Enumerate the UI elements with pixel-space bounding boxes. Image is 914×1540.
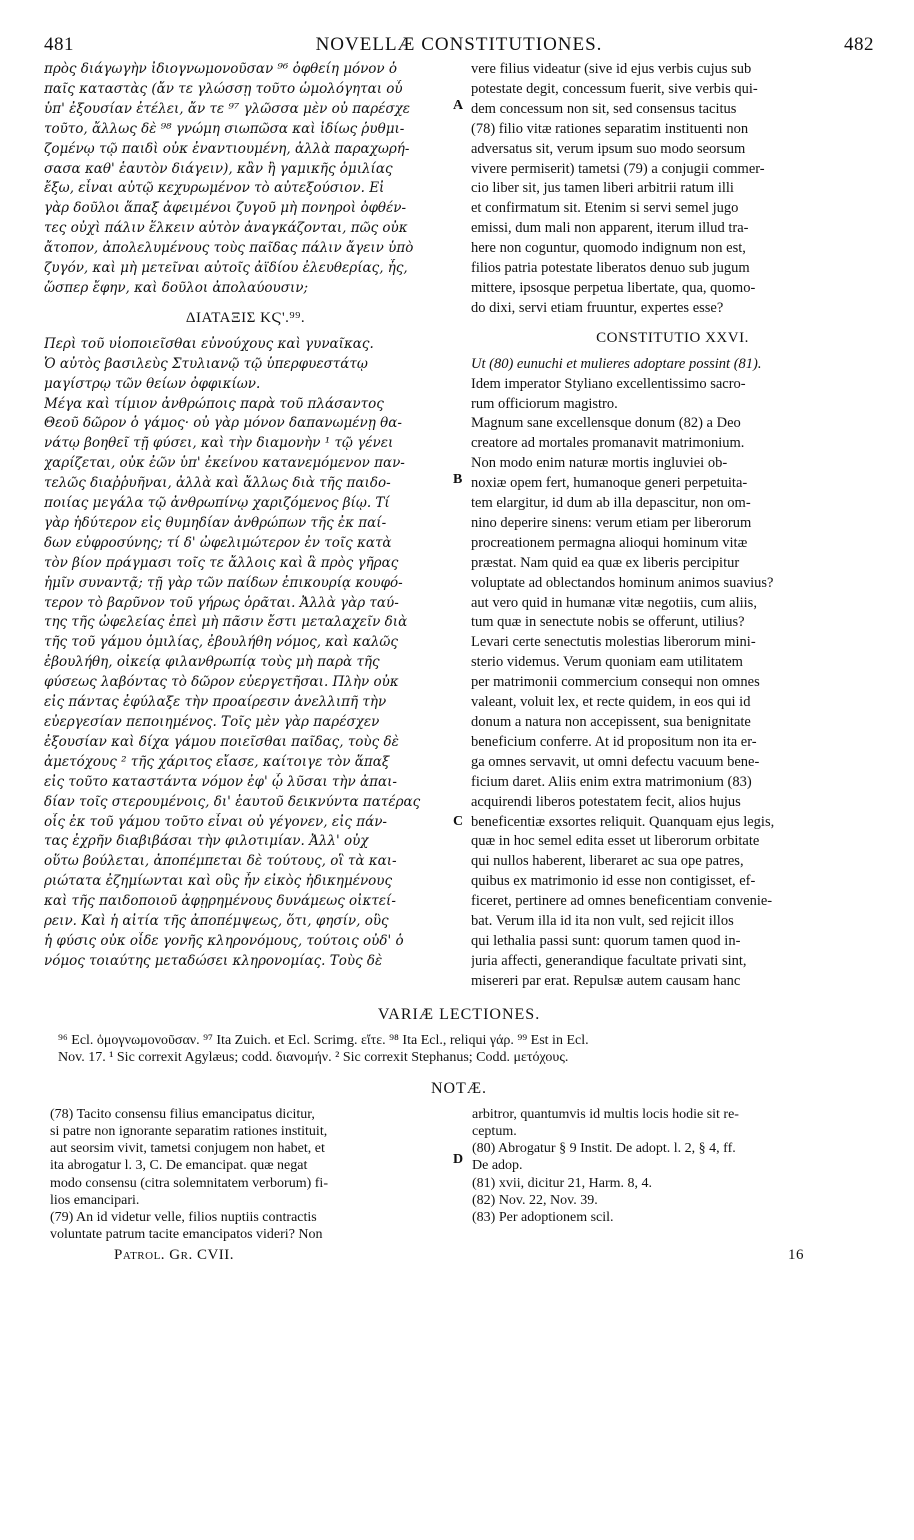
text-line: cio liber sit, jus tamen liberi arbitrii ratum illi [471,180,734,197]
notes-right-column [472,1106,868,1244]
text-line: φύσεως λαβόντας τὸ δῶρον εὐεργετῆσαι. Πλὴν οὐκ [44,674,399,691]
note-line: (83) Per adoptionem scil. [472,1209,614,1225]
page-footer [44,1247,874,1264]
text-line: ga omnes servavit, ut omni defectu vacuum bene- [471,753,760,770]
text-line: dem concessum non sit, sed consensus tacitus [471,100,737,117]
text-line: beneficentiæ exsortes reliquit. Quanquam ejus legis, [471,813,775,830]
text-line: aut vero quid in humanæ vitæ negotiis, cum aliis, [471,594,757,611]
text-line: τας ἐχρῆν διαβιβάσαι τὴν φιλοτιμίαν. Ἀλλ' οὐχ [44,833,369,850]
page-number-right: 482 [844,34,874,55]
text-line: ἔξω, εἶναι αὐτῷ κεχυρωμένον τὸ αὐτεξούσιον. Εἰ [44,180,385,197]
latin-address [471,375,874,415]
text-line: emissi, dum mali non apparent, iterum illud tra- [471,220,749,237]
text-line: ficeret, pertinere ad omnes beneficentiam convenie- [471,893,773,910]
text-line: πρὸς διάγωγὴν ἰδιογνωμονοῦσαν ⁹⁶ ὀφθείη μόνον ὁ [44,61,398,77]
text-line: quæ in hoc semel edita esset ut liberorum orbitate [471,833,760,850]
address-line: rum officiorum magistro. [471,395,618,412]
text-line: νόμος τοιαύτης μεταδώσει κληρονομίας. Τοὺς δὲ [44,952,383,969]
notes [44,1106,874,1244]
text-line: creatore ad mortales promanavit matrimonium. [471,435,745,452]
greek-column [44,60,447,992]
text-line: ρειν. Καὶ ἡ αἰτία τῆς ἀποπέμψεως, ὅτι, φησίν, οὓς [44,913,389,930]
text-line: οὕτω βούλεται, ἀποπέμπεται δὲ τούτους, οἳ τὰ και- [44,853,397,870]
note-line: (81) xvii, dicitur 21, Harm. 8, 4. [472,1175,653,1191]
note-line: ita abrogatur l. 3, C. De emancipat. quæ negat [50,1158,308,1174]
margin-letter-d: D [453,1152,464,1167]
note-line: (79) An id videtur velle, filios nuptiis contractis [50,1209,317,1225]
text-line: δων εὐφροσύνης; τί δ' ὠφελιμώτερον ἐν τοῖς κατὰ [44,534,392,551]
text-line: ἡ φύσις οὐκ οἶδε γονῆς κληρονόμους, τούτοις οὐδ' ὁ [44,932,404,949]
text-line: (78) filio vitæ rationes separatim instituenti non [471,120,749,137]
text-line: Θεοῦ δῶρον ὁ γάμος· οὐ γὰρ μόνον δαπανωμένῃ θα- [44,415,402,432]
note-line: (80) Abrogatur § 9 Instit. De adopt. l. 2, § 4, ff. [472,1141,736,1157]
note-line: modo consensu (citra solemnitatem verborum) fi- [50,1175,328,1191]
text-line: παῖς καταστὰς (ἄν τε γλώσσῃ τοῦτο ὡμολόγηται οὗ [44,80,403,97]
text-line: valeant, voluit lex, et recte quidem, in eos qui id [471,694,751,711]
margin-letter-c: C [453,814,464,829]
text-line: τοῦτο, ἄλλως δὲ ⁹⁸ γνώμη σιωπῶσα καὶ ἰδίως ῥυθμι- [44,120,405,137]
greek-rubric: Περὶ τοῦ υἱοποιεῖσθαι εὐνούχους καὶ γυναῖκας. [44,335,374,352]
note-line: De adop. [472,1158,523,1174]
text-line: noxiæ opem fert, humanoque generi perpetuita- [471,475,748,492]
text-line: qui nullos haberent, liberaret ac sua ope patres, [471,853,744,870]
text-line: here non coguntur, quomodo indignum non est, [471,240,746,257]
text-line: Levari certe senectutis molestias liberorum mini- [471,634,756,651]
text-line: οἷς ἐκ τοῦ γάμου τοῦτο εἶναι οὐ γέγονεν, εἰς πάν- [44,813,387,830]
text-line: donum a natura non accepissent, sua benignitate [471,714,751,730]
text-line: potestate degit, concessum fuerit, sive verbis qui- [471,80,758,97]
latin-body [471,414,874,991]
text-line: ζομένῳ τῷ παιδὶ οὐκ ἐναντιουμένη, ἀλλὰ παραχωρή- [44,140,410,157]
latin-section-title: CONSTITUTIO XXVI. [596,329,749,346]
page-number-left: 481 [44,34,74,55]
text-line: τὸν βίον πράγμασι τοῖς τε ἄλλοις καὶ ἃ πρὸς γῆρας [44,554,399,571]
text-line: qui lethalia passi sunt: quorum tamen quod in- [471,932,741,949]
variant-readings [44,1032,874,1066]
text-line: ficium daret. Aliis enim extra matrimonium (83) [471,773,752,790]
notae-title: NOTÆ. [430,1079,488,1097]
text-line: γὰρ δοῦλοι ἅπαξ ἀφειμένοι ζυγοῦ μὴ πονηροὶ ὀφθέν- [44,200,407,217]
address-line: μαγίστρῳ τῶν θείων ὀφφικίων. [44,375,261,392]
text-line: mittere, ipsosque perpetua libertate, qua, quomo- [471,279,756,296]
text-line: præstat. Nam quid ea quæ ex liberis percipitur [471,554,740,571]
text-line: beneficium conferre. At id propositum non ita er- [471,733,757,750]
text-line: voluptate ad oblectandos hominum animos suavius? [471,574,774,591]
note-line: (82) Nov. 22, Nov. 39. [472,1192,598,1208]
text-line: vere filius videatur (sive id ejus verbis cujus sub [471,61,752,77]
text-line: δίαν τοῖς στερουμένοις, δι' ἑαυτοῦ δεικνύντα πατέρας [44,793,421,810]
text-line: τερον τὸ βαρῦνον τοῦ γήρως ὁρᾶται. Ἀλλὰ γὰρ ταύ- [44,594,399,611]
latin-paragraph-top [471,60,874,319]
address-line: Ὁ αὐτὸς βασιλεὺς Στυλιανῷ τῷ ὑπερφυεστάτῳ [44,355,368,372]
text-line: ἄτοπον, ἀπολελυμένους τοὺς παῖδας πάλιν ἄγειν ὑπὸ [44,240,414,257]
text-line: εἰς τοῦτο καταστάντα νόμον ἐφ' ᾧ λῦσαι τὴν ἀπαι- [44,773,397,790]
latin-column [471,60,874,992]
text-line: τελῶς διαῤῥυῆναι, ἀλλὰ καὶ ἄλλως διὰ τῆς παιδο- [44,475,391,492]
margin-letters [453,60,465,1167]
greek-paragraph-top [44,60,447,299]
variant-line: ⁹⁶ Ecl. ὁμογνωμονοῦσαν. ⁹⁷ Ita Zuich. et Ecl. Scrimg. εἴτε. ⁹⁸ Ita Ecl., reliqui γάρ. ⁹⁹ Est in Ecl. [58,1032,589,1048]
text-line: εἰς πάντας ἐφύλαξε τὴν προαίρεσιν ἀνελλιπῆ τὴν [44,694,387,711]
text-line: tum quæ in senectute nobis se offerunt, utilius? [471,614,745,631]
text-line: της τῆς ὠφελείας ἐπεὶ μὴ πᾶσιν ἔστι μεταλαχεῖν διὰ [44,614,408,631]
text-line: bat. Verum illa id ita non vult, sed rejicit illos [471,913,734,930]
text-line: misereri par erat. Repulsæ autem causam hanc [471,972,741,989]
text-line: Non modo enim naturæ mortis ingluviei ob- [471,455,728,472]
text-line: nino deperire sinens: verum etiam per liberorum [471,514,752,531]
footer-signature: 16 [788,1247,804,1264]
text-line: ἀμετόχους ² τῆς χάριτος εἴασε, καίτοιγε τὸν ἅπαξ [44,753,390,770]
text-line: adversatus sit, verum ipsum suo modo seorsum [471,140,746,157]
text-line: do dixi, servi etiam fruuntur, expertes esse? [471,299,724,316]
text-line: γὰρ ἡδύτερον εἰς θυμηδίαν ἀνθρώπων τῆς ἐκ παί- [44,514,387,531]
greek-address [44,355,447,395]
text-line: χαρίζεται, οὐκ ἐῶν ὑπ' ἐκείνου κατανεμόμενον παν- [44,455,405,472]
note-line: lios emancipari. [50,1192,140,1208]
variae-title: VARIÆ LECTIONES. [377,1005,541,1023]
note-line: si patre non ignorante separatim rationes instituit, [50,1123,328,1139]
text-line: τῆς τοῦ γάμου ὁμιλίας, ἐβουλήθη νόμος, καὶ καλῶς [44,634,398,651]
text-line: ἐβουλήθη, οἰκείᾳ φιλανθρωπίᾳ τοὺς μὴ παρὰ τῆς [44,654,380,671]
greek-body [44,395,447,972]
footer-series: Patrol. Gr. CVII. [114,1247,235,1264]
margin-letter-b: B [453,472,463,487]
text-line: τες οὐχὶ πάλιν ἕλκειν αὐτὸν ἀναγκάζονται, πῶς οὐκ [44,220,408,237]
text-line: acquirendi liberos potestatem fecit, alios hujus [471,793,741,810]
text-line: juria affecti, generandique facultate privati sint, [471,952,747,969]
text-line: ἐξουσίαν καὶ δίχα γάμου ποιεῖσθαι παῖδας, τοὺς δὲ [44,733,399,750]
text-line: vivere permiserit) tametsi (79) a conjugii commer- [471,160,765,177]
text-line: σασα καθ' ἑαυτὸν διάγειν), κἂν ἢ γαμικῆς ὁμιλίας [44,160,393,177]
text-line: ὑπ' ἐξουσίαν ἐτέλει, ἄν τε ⁹⁷ γλῶσσα μὲν οὐ παρέσχε [44,100,411,117]
text-line: procreationem permagna alioqui hominum vitæ [471,534,748,551]
note-line: ceptum. [472,1123,517,1139]
text-line: ποιίας μεγάλα τῷ ἀνθρωπίνῳ χαριζόμενος βίῳ. Τί [44,495,390,512]
greek-section-title: ΔΙΑΤΑΞΙΣ ΚϚ'.⁹⁹. [185,309,306,326]
text-line: ζυγόν, καὶ μὴ μετεῖναι αὐτοῖς ἀϊδίου ἐλευθερίας, ἧς, [44,260,408,277]
note-line: aut seorsim vivit, tametsi conjugem non habet, et [50,1141,325,1157]
running-title: NOVELLÆ CONSTITUTIONES. [315,34,603,55]
text-line: ἡμῖν συναντᾷ; τῇ γὰρ τῶν παίδων ἐπικουρίᾳ κουφό- [44,574,403,591]
note-line: arbitror, quantumvis id multis locis hodie sit re- [472,1106,739,1122]
text-line: Magnum sane excellensque donum (82) a Deo [471,415,741,432]
text-line: et confirmatum sit. Etenim si servi semel jugo [471,200,739,217]
note-line: (78) Tacito consensu filius emancipatus dicitur, [50,1106,315,1122]
text-line: Μέγα καὶ τίμιον ἀνθρώποις παρὰ τοῦ πλάσαντος [44,395,384,412]
text-line: quibus ex matrimonio id esse non contigisset, ef- [471,873,756,890]
text-line: νάτῳ βοηθεῖ τῇ φύσει, καὶ τὴν διαμονὴν ¹ τῷ γένει [44,435,394,452]
text-line: per matrimonii commercium consequi non omnes [471,674,760,691]
text-line: εὐεργεσίαν πεποιημένος. Τοῖς μὲν γὰρ παρέσχεν [44,714,380,730]
text-line: tem elargitur, id dum ab illa depascitur, non om- [471,495,751,512]
text-line: filios patria potestate liberatos denuo sub jugum [471,260,750,277]
margin-letter-a: A [453,98,464,113]
text-line: ριώτατα ἐζημίωνται καὶ οὓς ἦν εἰκὸς ἠδικημένους [44,873,393,890]
variant-line: Nov. 17. ¹ Sic correxit Agylæus; codd. διανομήν. ² Sic correxit Stephanus; Codd. μετόχους. [58,1049,569,1065]
notes-left-column [50,1106,446,1244]
text-line: sterio videmus. Verum quoniam eam utilitatem [471,654,743,671]
address-line: Idem imperator Styliano excellentissimo sacro- [471,375,746,392]
text-line: ὥσπερ ἔφην, καὶ δοῦλοι ἀπολαύουσιν; [44,279,309,296]
text-line: καὶ τῆς παιδοποιοῦ ἀφῃρημένους δυνάμεως οἰκτεί- [44,893,396,910]
latin-rubric: Ut (80) eunuchi et mulieres adoptare possint (81). [471,355,762,372]
note-line: voluntate patrum tacite emancipatos videri? Non [50,1227,323,1243]
running-header [44,34,874,56]
